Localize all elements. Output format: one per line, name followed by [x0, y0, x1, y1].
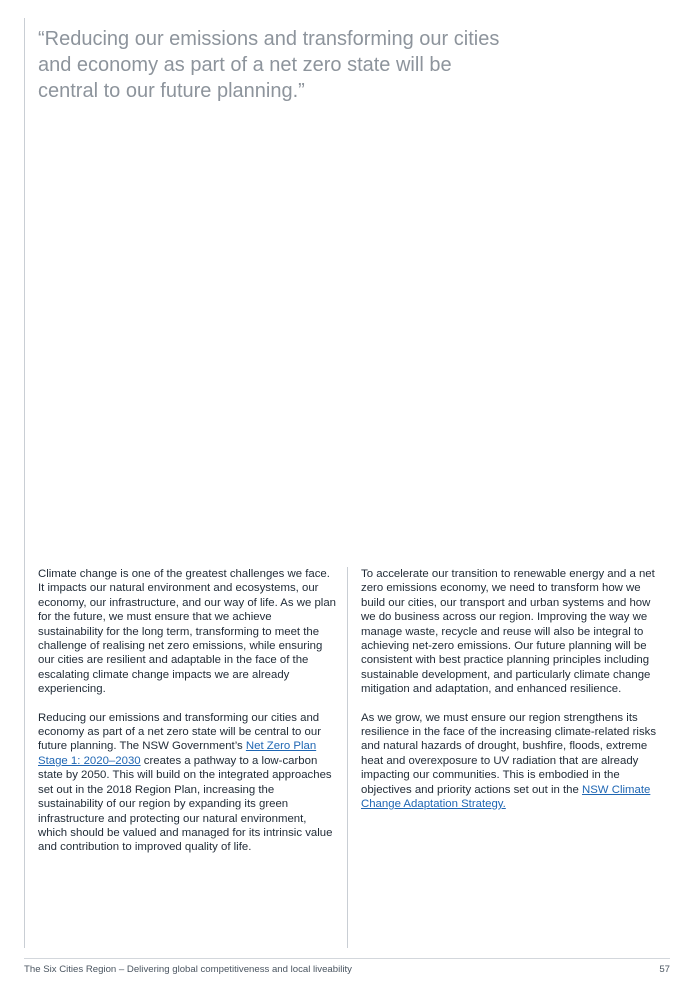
- left-paragraph-2-text-start: Reducing our emissions and transforming our cities and economy as part of a net zero state will be central to our future planning. The NSW Government’s: [38, 711, 322, 753]
- pull-quote: “Reducing our emissions and transforming our cities and economy as part of a net zero state will be central to our future planning.”: [38, 28, 500, 102]
- footer-title: The Six Cities Region – Delivering global competitiveness and local liveability: [24, 964, 352, 975]
- left-column: [38, 567, 338, 869]
- adaptation-strategy-link[interactable]: NSW Climate Change Adaptation Strategy.: [361, 783, 651, 811]
- right-paragraph-2-text: As we grow, we must ensure our region strengthens its resilience in the face of the increasing climate-related risks and natural hazards of drought, bushfire, floods, extreme heat and overexposure to UV radiation that are already impacting our communities. This is embodied in the objectives and priority actions set out in the: [361, 711, 657, 796]
- right-paragraph-2: [361, 711, 666, 812]
- right-paragraph-1: To accelerate our transition to renewable energy and a net zero emissions economy, we need to transform how we build our cities, our transport and urban systems and how we do business across our region. Improving the way we manage waste, recycle and reuse will also be integral to achieving net-zero emissions. Our future planning will be consistent with best practice planning principles including sustainable development, and particularly climate change mitigation and adaptation, and enhanced resilience.: [361, 568, 655, 696]
- page-number: 57: [659, 964, 670, 975]
- left-paragraph-1: Climate change is one of the greatest challenges we face. It impacts our natural environment and ecosystems, our economy, our infrastructure, and our way of life. As we plan for the future, we must ensure that we achieve sustainability for the long term, transforming to meet the challenge of realising net zero emissions, while ensuring our cities are resilient and adaptable in the face of the escalating climate change impacts we are already experiencing.: [38, 568, 336, 696]
- left-paragraph-2-text-end: creates a pathway to a low-carbon state by 2050. This will build on the integrated approaches set out in the 2018 Region Plan, increasing the sustainability of our region by expanding its green infrastructure and protecting our natural environment, which should be valued and managed for its intrinsic value and contribution to improved quality of life.: [38, 754, 333, 854]
- left-margin-rule: [24, 18, 25, 948]
- right-column: [361, 567, 666, 826]
- column-divider: [347, 567, 348, 948]
- footer-divider: [24, 958, 670, 959]
- left-paragraph-2: [38, 711, 338, 855]
- net-zero-plan-link[interactable]: Net Zero Plan Stage 1: 2020–2030: [38, 740, 317, 767]
